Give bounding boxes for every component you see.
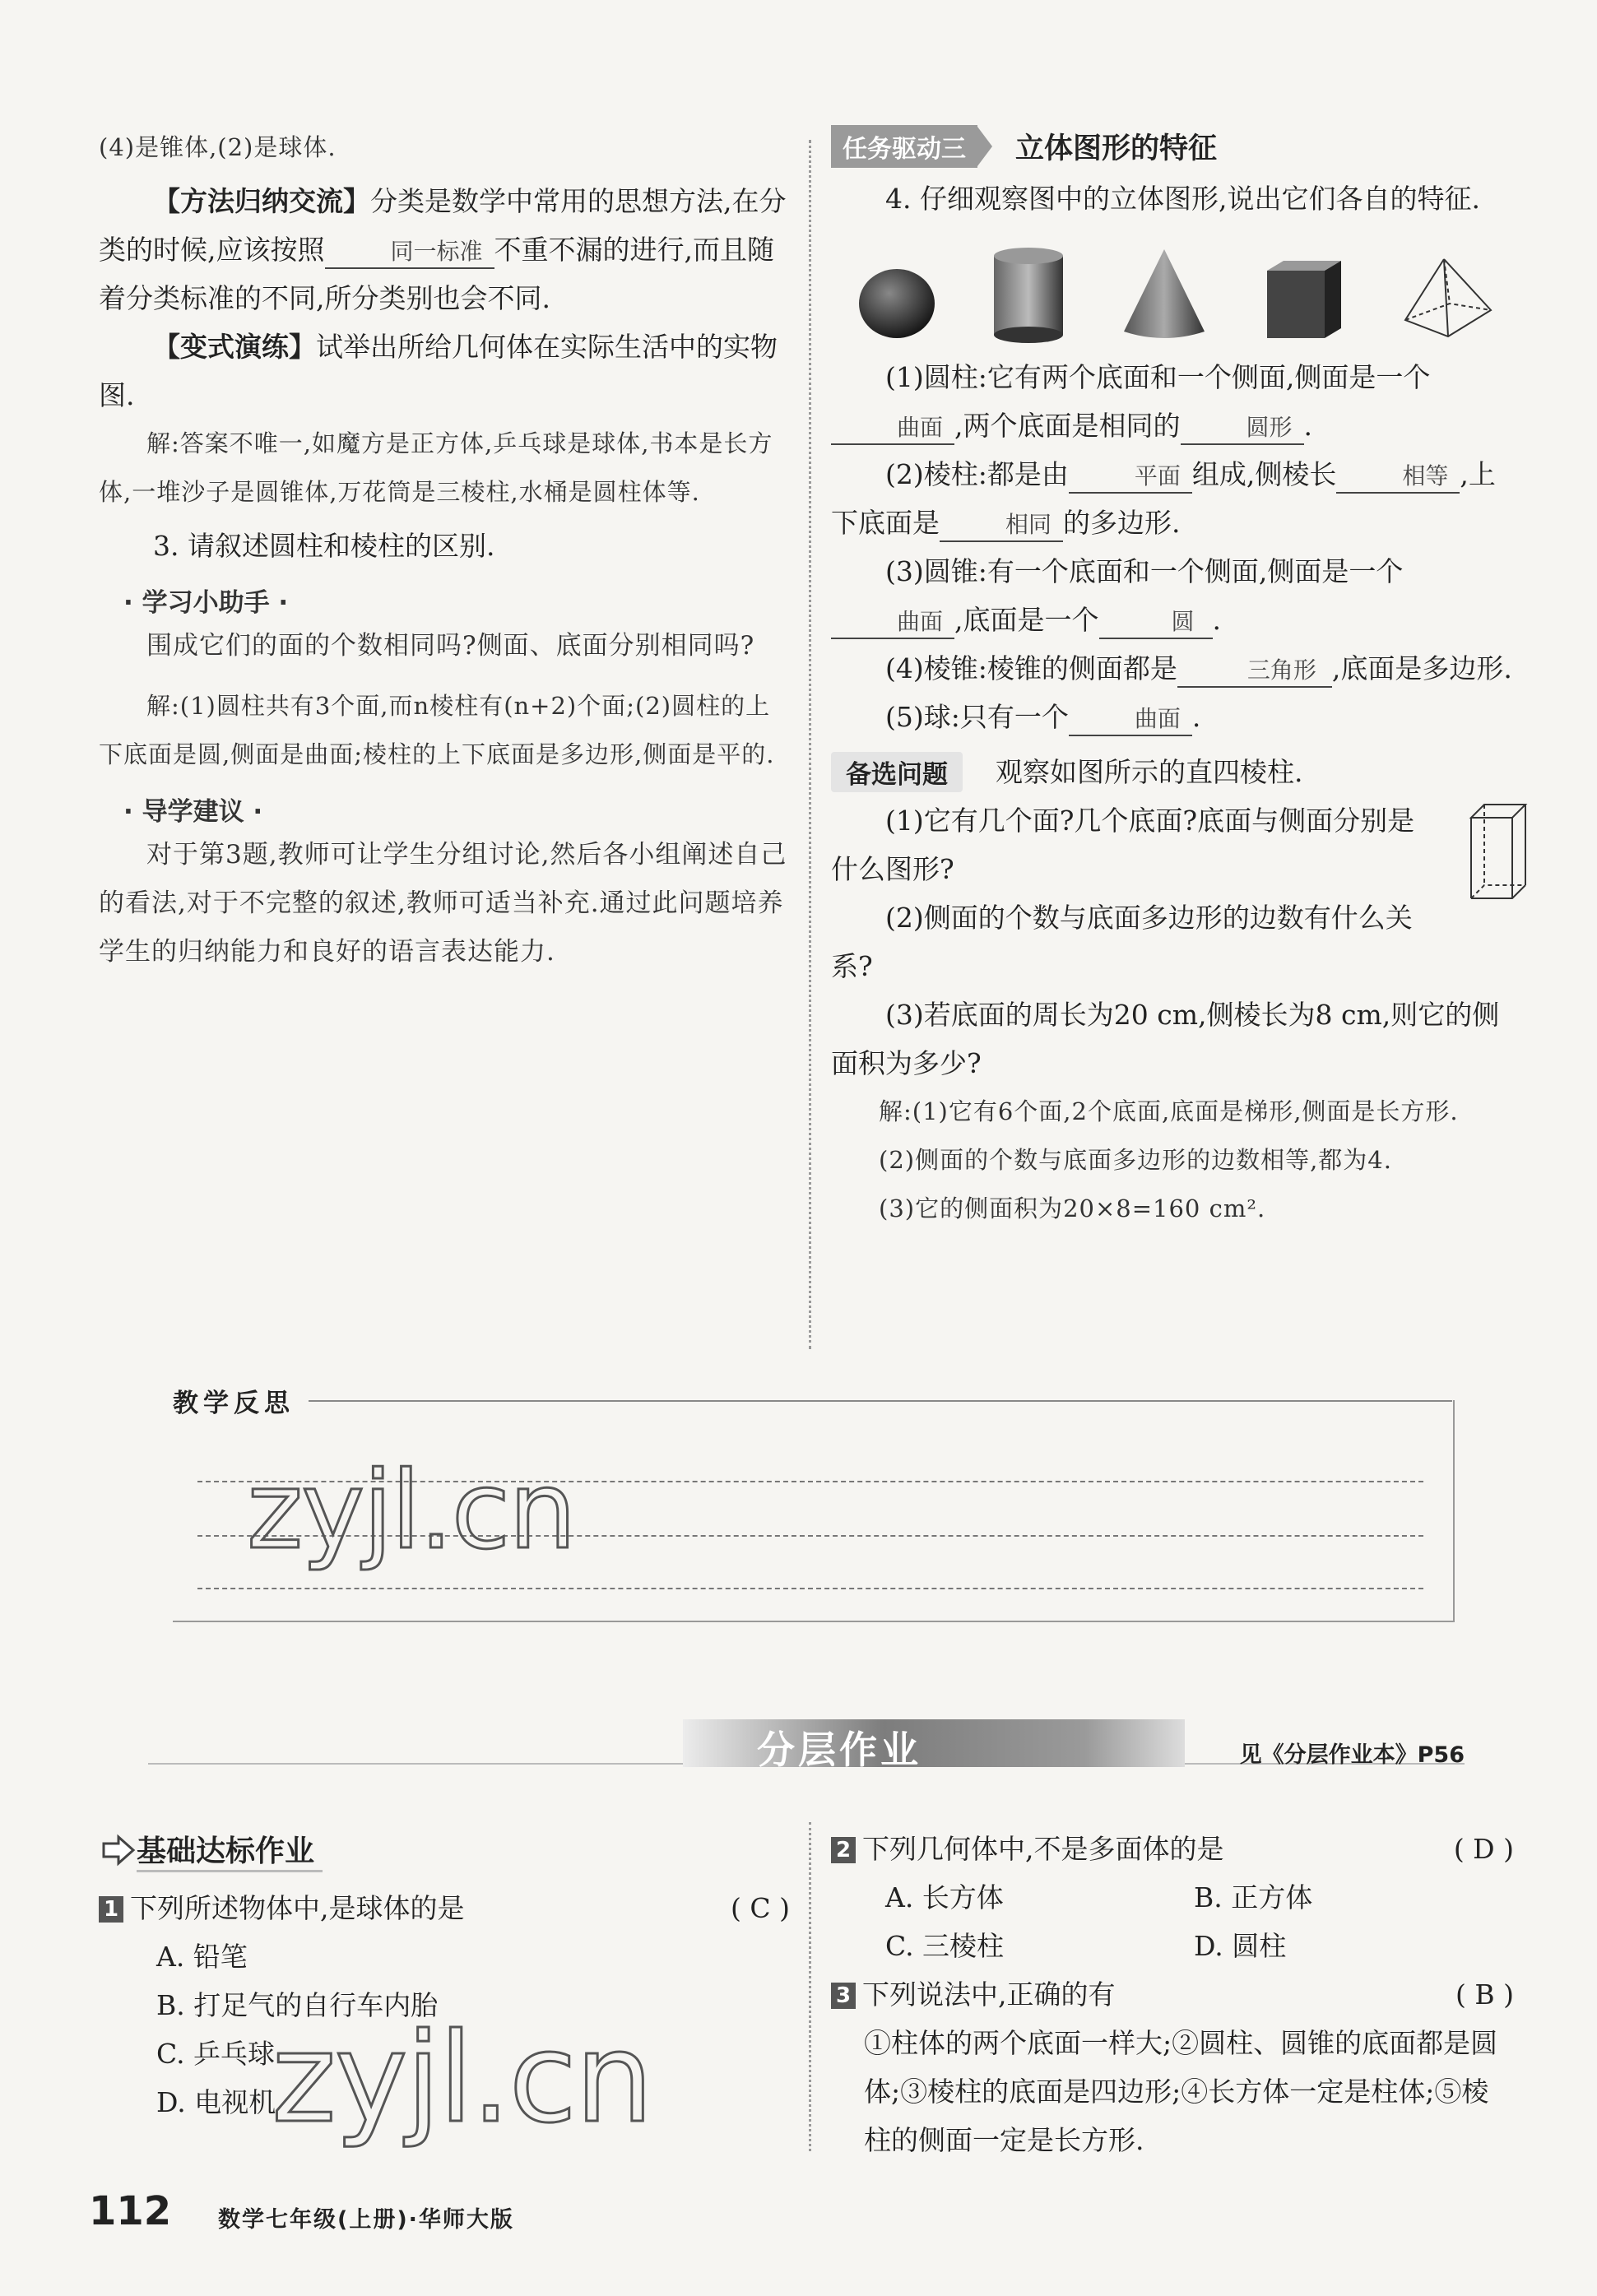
- hw-q3-answer: ( B ): [1455, 1978, 1514, 2011]
- method-paragraph: [99, 177, 790, 322]
- q3-solution: 解:(1)圆柱共有3个面,而n棱柱有(n+2)个面;(2)圆柱的上下底面是圆,侧面是曲面;棱柱的上下底面是多边形,侧面是平的.: [99, 692, 775, 768]
- alt-intro: 观察如图所示的直四棱柱.: [996, 756, 1303, 788]
- basic-header: [100, 1828, 323, 1872]
- reflection-rule: [309, 1400, 1452, 1402]
- prism-blank-1: 平面: [1069, 461, 1192, 494]
- sphere-text: (5)球:只有一个: [885, 701, 1069, 733]
- alt-questions: [831, 796, 1522, 1233]
- variant-solution: 解:答案不唯一,如魔方是正方体,乒乓球是球体,书本是长方体,一堆沙子是圆锥体,万花筒是三棱柱,水桶是圆柱体等.: [99, 429, 773, 506]
- question-4: 4. 仔细观察图中的立体图形,说出它们各自的特征.: [885, 183, 1480, 215]
- cube-icon: [1259, 254, 1349, 345]
- cylinder-text-2: ,两个底面是相同的: [954, 410, 1181, 442]
- hw-q2-answer: ( D ): [1453, 1833, 1514, 1865]
- watermark: zyjl.cn: [247, 1448, 575, 1573]
- hw-question-2: [831, 1825, 1514, 1873]
- cone-text-2: ,底面是一个: [954, 604, 1099, 636]
- pyramid-text: (4)棱锥:棱锥的侧面都是: [885, 652, 1177, 684]
- answer-line: (4)是锥体,(2)是球体.: [99, 133, 337, 161]
- hw-q2-text: 下列几何体中,不是多面体的是: [862, 1833, 1224, 1865]
- page-number: 112: [89, 2188, 172, 2234]
- arrow-icon: [100, 1834, 137, 1867]
- watermark-bottom: zyjl.cn: [272, 2007, 652, 2150]
- hw-question-1: [99, 1884, 790, 1932]
- hw-number-3: 3: [831, 1983, 856, 2009]
- prism-text: (2)棱柱:都是由: [885, 458, 1069, 490]
- task-title: 立体图形的特征: [1015, 132, 1218, 165]
- hw-number-2: 2: [831, 1837, 856, 1863]
- hw-question-3: [831, 1970, 1514, 2019]
- guide-title: · 导学建议 ·: [123, 797, 263, 827]
- variant-tag: 【变式演练】: [153, 331, 316, 363]
- column-divider: [809, 140, 811, 1349]
- helper-title: · 学习小助手 ·: [123, 588, 289, 618]
- right-column: [831, 123, 1522, 1233]
- prism-text-2: 组成,侧棱长: [1191, 458, 1337, 490]
- hw-q2-option-a: A. 长方体: [885, 1881, 1004, 1913]
- sphere-icon: [856, 262, 938, 345]
- pyramid-icon: [1399, 254, 1497, 345]
- cone-icon: [1119, 246, 1209, 345]
- method-tag: 【方法归纳交流】: [153, 185, 370, 217]
- alt-solution-3: (3)它的侧面积为20×8=160 cm².: [879, 1194, 1266, 1222]
- pyramid-blank: 三角形: [1177, 655, 1332, 688]
- left-column: [99, 123, 790, 976]
- basic-divider: [809, 1822, 811, 2151]
- reflection-title: 教学反思: [173, 1389, 295, 1418]
- alt-solution-1: 解:(1)它有6个面,2个底面,底面是梯形,侧面是长方形.: [879, 1097, 1459, 1125]
- banner-reference: 见《分层作业本》P56: [1239, 1742, 1465, 1768]
- hw-q1-option-c: C. 乒乓球: [156, 2038, 276, 2070]
- banner-title: 分层作业: [757, 1728, 922, 1772]
- prism-text-4: 的多边形.: [1063, 507, 1181, 539]
- task-header: [831, 123, 1522, 169]
- hw-q1-option-b: B. 打足气的自行车内胎: [156, 1989, 439, 2021]
- variant-paragraph: [99, 322, 790, 420]
- helper-text: 围成它们的面的个数相同吗?侧面、底面分别相同吗?: [146, 631, 755, 661]
- pyramid-text-2: ,底面是多边形.: [1331, 652, 1512, 684]
- reflection-dash-3: [197, 1588, 1423, 1589]
- alt-question-1: (1)它有几个面?几个底面?底面与侧面分别是什么图形?: [831, 805, 1415, 885]
- guide-text: 对于第3题,教师可让学生分组讨论,然后各小组阐述自己的看法,对于不完整的叙述,教师可适当补充.通过此问题培养学生的归纳能力和良好的语言表达能力.: [99, 840, 787, 967]
- hw-q1-answer: ( C ): [731, 1892, 790, 1924]
- hw-q1-option-a: A. 铅笔: [156, 1941, 248, 1973]
- cone-feature: (3)圆锥:有一个底面和一个侧面,侧面是一个曲面 ,底面是一个 圆 .: [831, 547, 1522, 644]
- hw-q2-option-d: D. 圆柱: [1194, 1930, 1287, 1962]
- sphere-blank: 曲面: [1069, 703, 1192, 736]
- method-blank: 同一标准: [325, 236, 494, 269]
- hw-q2-option-c: C. 三棱柱: [885, 1930, 1005, 1962]
- sphere-feature: (5)球:只有一个 曲面 .: [831, 693, 1522, 741]
- hw-q1-option-d: D. 电视机: [156, 2086, 276, 2118]
- task-tag: 任务驱动三: [831, 125, 977, 168]
- hw-number-1: 1: [99, 1896, 123, 1923]
- alt-header: [831, 748, 1522, 796]
- alt-tag: 备选问题: [831, 752, 963, 792]
- hw-q2-options-row-2: [885, 1922, 1514, 1970]
- cylinder-icon: [987, 246, 1070, 345]
- alt-solution-2: (2)侧面的个数与底面多边形的边数相等,都为4.: [879, 1146, 1392, 1174]
- layered-banner: [148, 1699, 1465, 1773]
- hw-q3-body: ①柱体的两个底面一样大;②圆柱、圆锥的底面都是圆体;③棱柱的底面是四边形;④长方体一定是柱体;⑤棱柱的侧面一定是长方形.: [864, 2027, 1498, 2156]
- method-text-end: 不重不漏的进行,而且随着分类标准的不同,所分类别也会不同.: [99, 234, 775, 314]
- basic-title: 基础达标作业: [137, 1828, 323, 1872]
- hw-q2-options-row-1: [885, 1873, 1514, 1922]
- cylinder-text: (1)圆柱:它有两个底面和一个侧面,侧面是一个: [885, 361, 1431, 393]
- question-3: 3. 请叙述圆柱和棱柱的区别.: [153, 530, 495, 562]
- shapes-row: [831, 238, 1522, 345]
- prism-blank-2: 相等: [1336, 461, 1460, 494]
- method-text: 分类是数学中常用的思想方法,在分类的时候,应该按照: [99, 185, 787, 266]
- reflection-box: [173, 1382, 1456, 1629]
- prism-text-3: ,上下底面是: [831, 458, 1496, 539]
- task-arrow-icon: [977, 127, 992, 166]
- cylinder-feature: (1)圆柱:它有两个底面和一个侧面,侧面是一个曲面 ,两个底面是相同的 圆形 .: [831, 353, 1522, 450]
- cylinder-blank-2: 圆形: [1181, 412, 1304, 445]
- cone-blank-2: 圆: [1099, 606, 1213, 639]
- alt-question-3: (3)若底面的周长为20 cm,侧棱长为8 cm,则它的侧面积为多少?: [831, 999, 1500, 1079]
- hw-q2-option-b: B. 正方体: [1194, 1881, 1313, 1913]
- hw-q1-text: 下列所述物体中,是球体的是: [130, 1892, 465, 1924]
- cylinder-blank-1: 曲面: [831, 412, 954, 445]
- alt-question-2: (2)侧面的个数与底面多边形的边数有什么关系?: [831, 902, 1413, 982]
- prism-blank-3: 相同: [940, 509, 1063, 542]
- variant-text: 试举出所给几何体在实际生活中的实物图.: [99, 331, 778, 411]
- pyramid-feature: [831, 644, 1522, 693]
- cone-text: (3)圆锥:有一个底面和一个侧面,侧面是一个: [885, 555, 1404, 587]
- prism-feature: [831, 450, 1522, 547]
- cone-blank-1: 曲面: [831, 606, 954, 639]
- basic-right: [831, 1825, 1514, 2164]
- hw-q3-text: 下列说法中,正确的有: [862, 1978, 1116, 2011]
- prism-figure-icon: [1465, 800, 1530, 915]
- footer-text: 数学七年级(上册)·华师大版: [218, 2207, 514, 2233]
